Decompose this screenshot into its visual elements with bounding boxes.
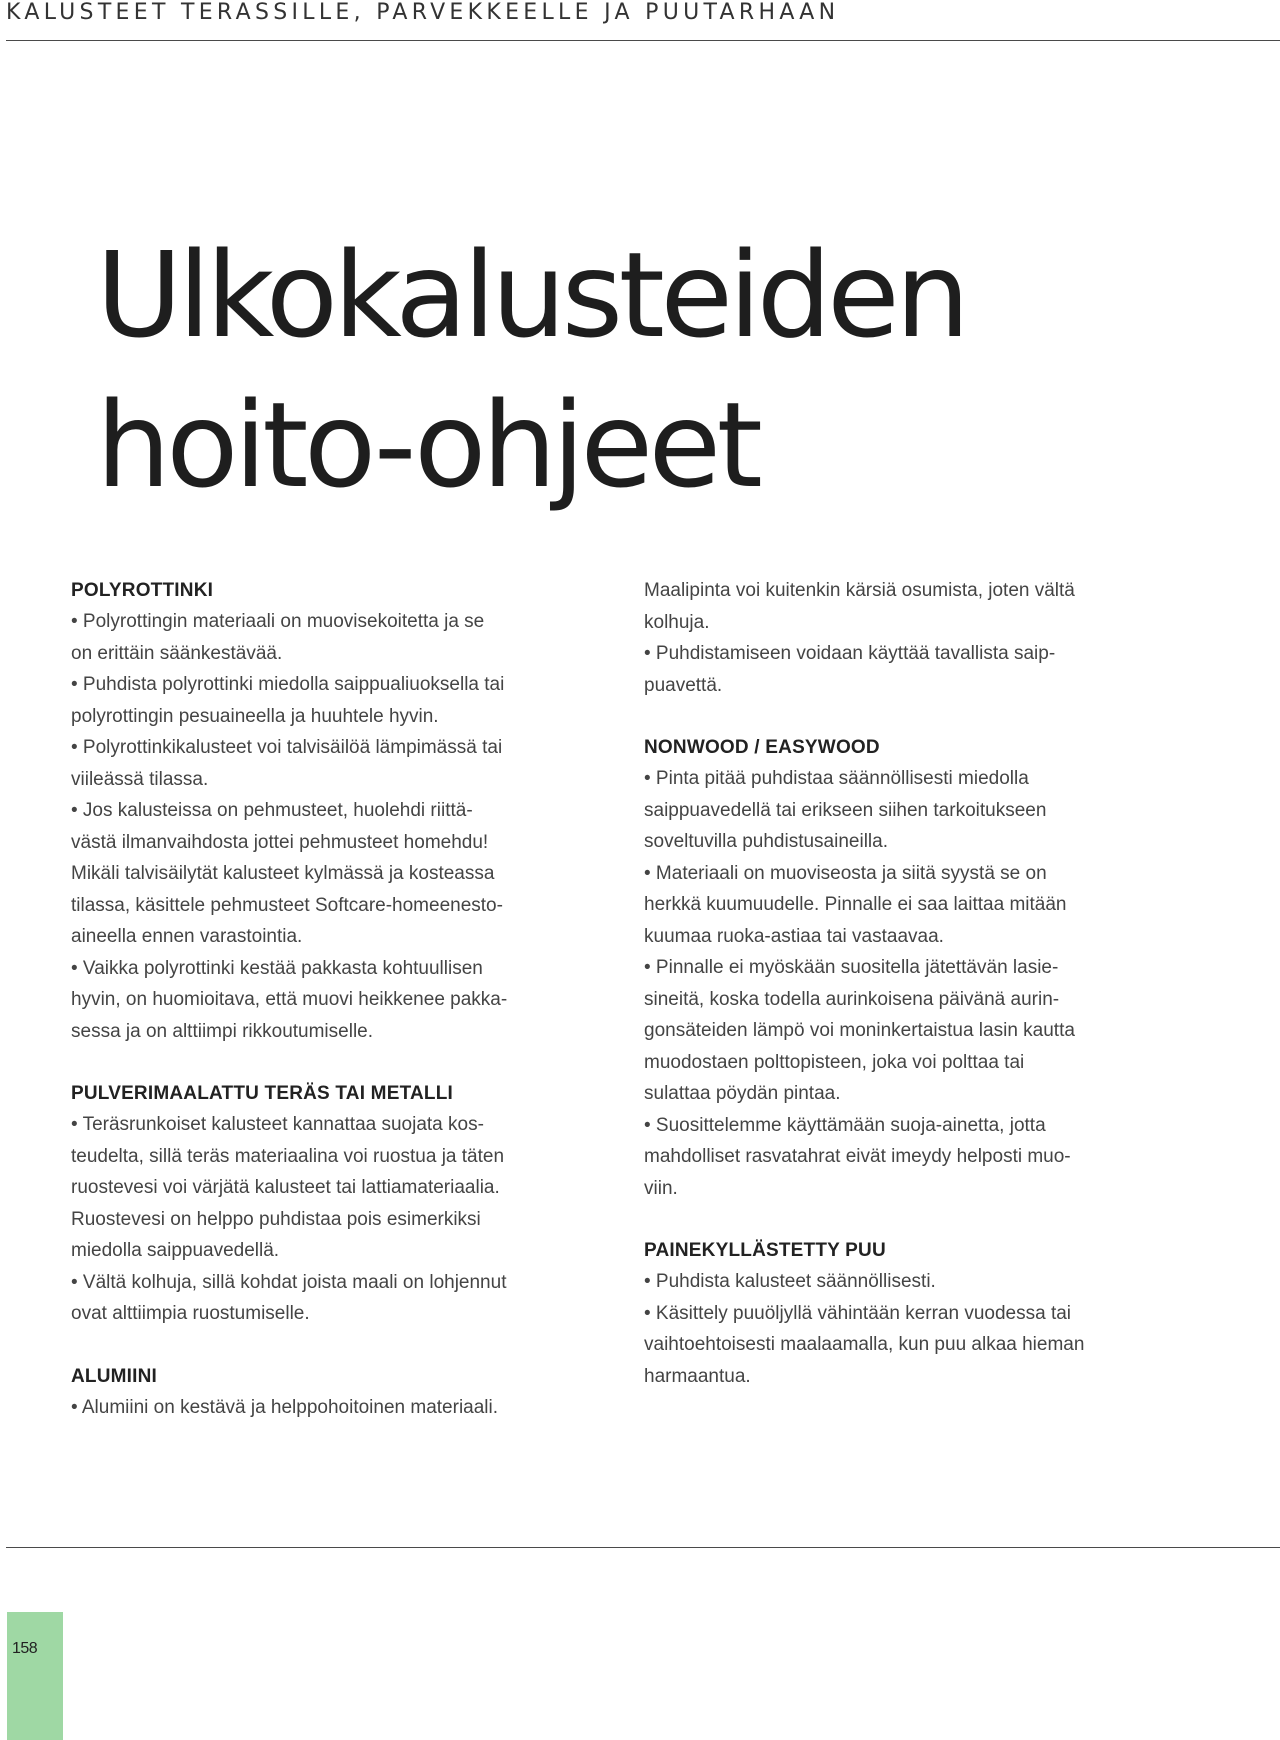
body-text-line: sineitä, koska todella aurinkoisena päivänä aurin- bbox=[644, 988, 1060, 1010]
section-title: KALUSTEET TERASSILLE, PARVEKKEELLE JA PUUTARHAAN bbox=[6, 0, 840, 25]
body-text-line: mahdolliset rasvatahrat eivät imeydy helposti muo- bbox=[644, 1146, 1071, 1167]
body-text-line: • Käsittely puuöljyllä vähintään kerran vuodessa tai bbox=[644, 1302, 1072, 1324]
body-text-line: ruostevesi voi värjätä kalusteet tai lattiamateriaalia. bbox=[71, 1177, 500, 1198]
page-title-line-2: hoito-ohjeet bbox=[96, 376, 759, 514]
body-text-line: • Materiaali on muoviseosta ja siitä syystä se on bbox=[644, 862, 1047, 884]
body-text-line: sessa ja on alttiimpi rikkoutumiselle. bbox=[71, 1020, 374, 1042]
body-text-line: herkkä kuumuudelle. Pinnalle ei saa laittaa mitään bbox=[644, 894, 1067, 915]
page-title bbox=[96, 220, 966, 520]
body-text-line: • Pinnalle ei myöskään suositella jätettävän lasie- bbox=[644, 957, 1059, 978]
body-text-line: • Polyrottingin materiaali on muovisekoitetta ja se bbox=[71, 611, 485, 632]
care-section bbox=[71, 1361, 631, 1424]
body-text-line: saippuavedellä tai erikseen siihen tarkoitukseen bbox=[644, 799, 1047, 821]
body-text-line: • Vaikka polyrottinki kestää pakkasta kohtuullisen bbox=[71, 957, 483, 979]
body-text-line: • Suosittelemme käyttämään suoja-ainetta, jotta bbox=[644, 1114, 1046, 1136]
body-text-line: Maalipinta voi kuitenkin kärsiä osumista, joten vältä bbox=[644, 580, 1075, 601]
body-text-line: • Jos kalusteissa on pehmusteet, huolehdi riittä- bbox=[71, 800, 473, 821]
body-text-line: sulattaa pöydän pintaa. bbox=[644, 1083, 841, 1104]
body-text-line: harmaantua. bbox=[644, 1365, 751, 1387]
section-heading: NONWOOD / EASYWOOD bbox=[644, 737, 880, 758]
section-heading: PAINEKYLLÄSTETTY PUU bbox=[644, 1240, 886, 1261]
page-title-line-1: Ulkokalusteiden bbox=[96, 226, 966, 364]
page-number: 158 bbox=[12, 1640, 38, 1657]
right-column bbox=[644, 575, 1204, 1423]
body-text-line: viileässä tilassa. bbox=[71, 768, 209, 790]
body-text-line: • Puhdistamiseen voidaan käyttää tavallista saip- bbox=[644, 643, 1056, 664]
care-section bbox=[644, 732, 1204, 1204]
care-section bbox=[71, 575, 631, 1047]
care-section bbox=[71, 1078, 631, 1330]
body-text-line: kuumaa ruoka-astiaa tai vastaavaa. bbox=[644, 925, 944, 947]
body-text-line: teudelta, sillä teräs materiaalina voi ruostua ja täten bbox=[71, 1145, 505, 1167]
body-text-line: • Teräsrunkoiset kalusteet kannattaa suojata kos- bbox=[71, 1114, 484, 1135]
section-heading: ALUMIINI bbox=[71, 1365, 158, 1387]
page-number-tab bbox=[7, 1612, 63, 1740]
body-text-line: polyrottingin pesuaineella ja huuhtele hyvin. bbox=[71, 705, 439, 727]
body-text-line: • Pinta pitää puhdistaa säännöllisesti miedolla bbox=[644, 768, 1029, 789]
body-text-line: hyvin, on huomioitava, että muovi heikkenee pakka- bbox=[71, 989, 508, 1010]
body-text-line: västä ilmanvaihdosta jottei pehmusteet homehdu! bbox=[71, 831, 489, 853]
body-text-line: • Polyrottinkikalusteet voi talvisäilöä lämpimässä tai bbox=[71, 737, 503, 758]
body-text-line: aineella ennen varastointia. bbox=[71, 926, 303, 947]
body-text-line: miedolla saippuavedellä. bbox=[71, 1240, 280, 1261]
body-text-line: • Vältä kolhuja, sillä kohdat joista maali on lohjennut bbox=[71, 1271, 507, 1293]
body-text-line: muodostaen polttopisteen, joka voi polttaa tai bbox=[644, 1051, 1025, 1073]
body-text-line: viin. bbox=[644, 1177, 678, 1199]
body-text-line: tilassa, käsittele pehmusteet Softcare-homeenesto- bbox=[71, 894, 503, 916]
section-heading: PULVERIMAALATTU TERÄS TAI METALLI bbox=[71, 1083, 453, 1104]
body-text-line: kolhuja. bbox=[644, 611, 710, 633]
body-text-line: • Puhdista polyrottinki miedolla saippualiuoksella tai bbox=[71, 674, 505, 695]
section-heading: POLYROTTINKI bbox=[71, 580, 214, 601]
body-text-line: puavettä. bbox=[644, 674, 723, 696]
body-text-line: vaihtoehtoisesti maalaamalla, kun puu alkaa hieman bbox=[644, 1334, 1085, 1355]
body-text-line: gonsäteiden lämpö voi moninkertaistua lasin kautta bbox=[644, 1020, 1075, 1041]
care-section bbox=[644, 575, 1204, 701]
body-text-line: soveltuvilla puhdistusaineilla. bbox=[644, 831, 888, 852]
body-text-line: on erittäin säänkestävää. bbox=[71, 642, 283, 664]
page-header bbox=[6, 0, 1280, 41]
body-text-line: • Alumiini on kestävä ja helppohoitoinen materiaali. bbox=[71, 1396, 499, 1418]
care-section bbox=[644, 1235, 1204, 1392]
body-text-line: Ruostevesi on helppo puhdistaa pois esimerkiksi bbox=[71, 1208, 481, 1230]
body-text-line: Mikäli talvisäilytät kalusteet kylmässä ja kosteassa bbox=[71, 863, 495, 884]
body-text-line: • Puhdista kalusteet säännöllisesti. bbox=[644, 1271, 936, 1292]
body-text-line: ovat alttiimpia ruostumiselle. bbox=[71, 1303, 310, 1324]
footer-divider bbox=[6, 1547, 1280, 1548]
left-column bbox=[71, 575, 631, 1454]
